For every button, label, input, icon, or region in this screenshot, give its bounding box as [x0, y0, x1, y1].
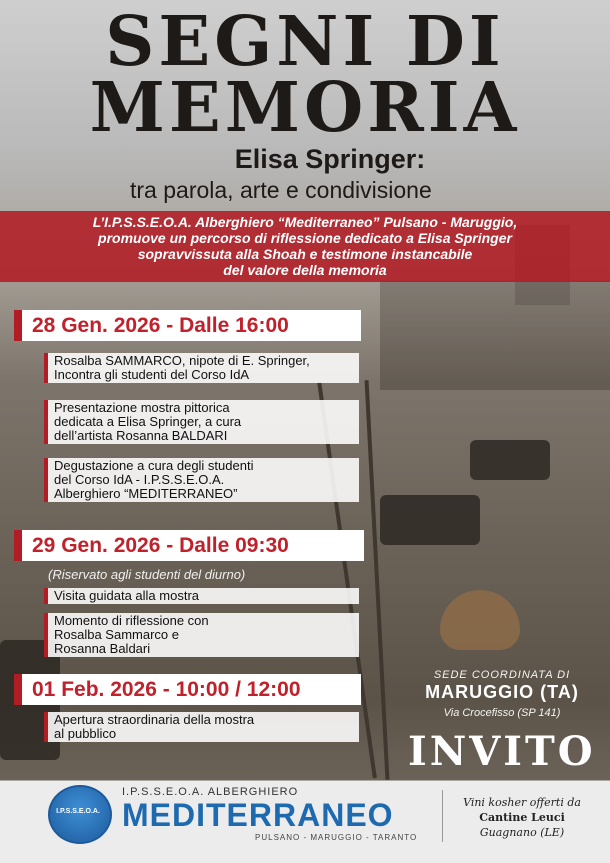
program-item: [44, 712, 359, 742]
sponsor-block: [452, 795, 592, 840]
date-banner-day-2: [14, 530, 364, 561]
intro-line: L’I.P.S.S.E.O.A. Alberghiero “Mediterraneo” Pulsano - Maruggio,: [92, 214, 518, 230]
program-item-line: dell’artista Rosanna BALDARI: [54, 428, 228, 443]
date-label: 01 Feb. 2026 - 10:00 / 12:00: [32, 678, 301, 701]
date-label: 29 Gen. 2026 - Dalle 09:30: [32, 534, 289, 557]
program-item-line: Degustazione a cura degli studenti: [54, 458, 254, 473]
camp-building-shape: [380, 280, 610, 390]
program-item: [44, 588, 359, 604]
title-line-1: SEGNI DI: [105, 2, 505, 82]
date-label: 28 Gen. 2026 - Dalle 16:00: [32, 314, 289, 337]
date-banner-day-1: [14, 310, 361, 341]
invito-heading: INVITO: [408, 728, 596, 775]
sponsor-place: Guagnano (LE): [479, 826, 565, 839]
date-banner-day-3: [14, 674, 361, 705]
subtitle-line-2: tra parola, arte e condivisione: [130, 177, 432, 203]
program-item-line: Momento di riflessione con: [54, 613, 209, 628]
title-line-2: MEMORIA: [89, 68, 521, 148]
program-item-line: Alberghiero “MEDITERRANEO”: [54, 486, 238, 501]
sponsor-line: Vini kosher offerti da: [463, 796, 581, 809]
program-item: [44, 458, 359, 502]
footer-divider: [442, 790, 443, 842]
intro-text: [14, 214, 596, 278]
program-item: [44, 613, 359, 657]
suitcase-shape: [470, 440, 550, 480]
program-item-line: Rosalba SAMMARCO, nipote di E. Springer,: [54, 353, 310, 368]
audience-note: (Riservato agli studenti del diurno): [48, 567, 246, 582]
school-logo-text: I.P.S.S.E.O.A.: [56, 808, 100, 815]
school-name: MEDITERRANEO: [122, 797, 394, 833]
program-item: [44, 400, 359, 444]
venue-label: SEDE COORDINATA DI: [433, 669, 571, 681]
program-item-line: Incontra gli studenti del Corso IdA: [54, 367, 250, 382]
venue-name: MARUGGIO (TA): [425, 682, 579, 702]
program-item-line: Visita guidata alla mostra: [54, 588, 200, 603]
intro-line: sopravvissuta alla Shoah e testimone instancabile: [137, 246, 473, 262]
subtitle-line-1: Elisa Springer:: [234, 144, 426, 174]
school-locations: PULSANO - MARUGGIO - TARANTO: [255, 833, 418, 842]
intro-line: del valore della memoria: [223, 262, 387, 278]
sponsor-name: Cantine Leuci: [479, 811, 565, 824]
program-item-line: Rosanna Baldari: [54, 641, 151, 656]
program-item-line: al pubblico: [54, 726, 117, 741]
program-item-line: Apertura straordinaria della mostra: [54, 712, 255, 727]
program-item-line: Rosalba Sammarco e: [54, 627, 179, 642]
school-type: I.P.S.S.E.O.A. ALBERGHIERO: [122, 786, 299, 798]
program-item-line: Presentazione mostra pittorica: [54, 400, 230, 415]
program-item-line: del Corso IdA - I.P.S.S.E.O.A.: [54, 472, 225, 487]
intro-line: promuove un percorso di riflessione dedicato a Elisa Springer: [98, 230, 512, 246]
suitcase-shape: [380, 495, 480, 545]
venue-address: Via Crocefisso (SP 141): [443, 707, 561, 719]
program-item: [44, 353, 359, 383]
program-item-line: dedicata a Elisa Springer, a cura: [54, 414, 242, 429]
